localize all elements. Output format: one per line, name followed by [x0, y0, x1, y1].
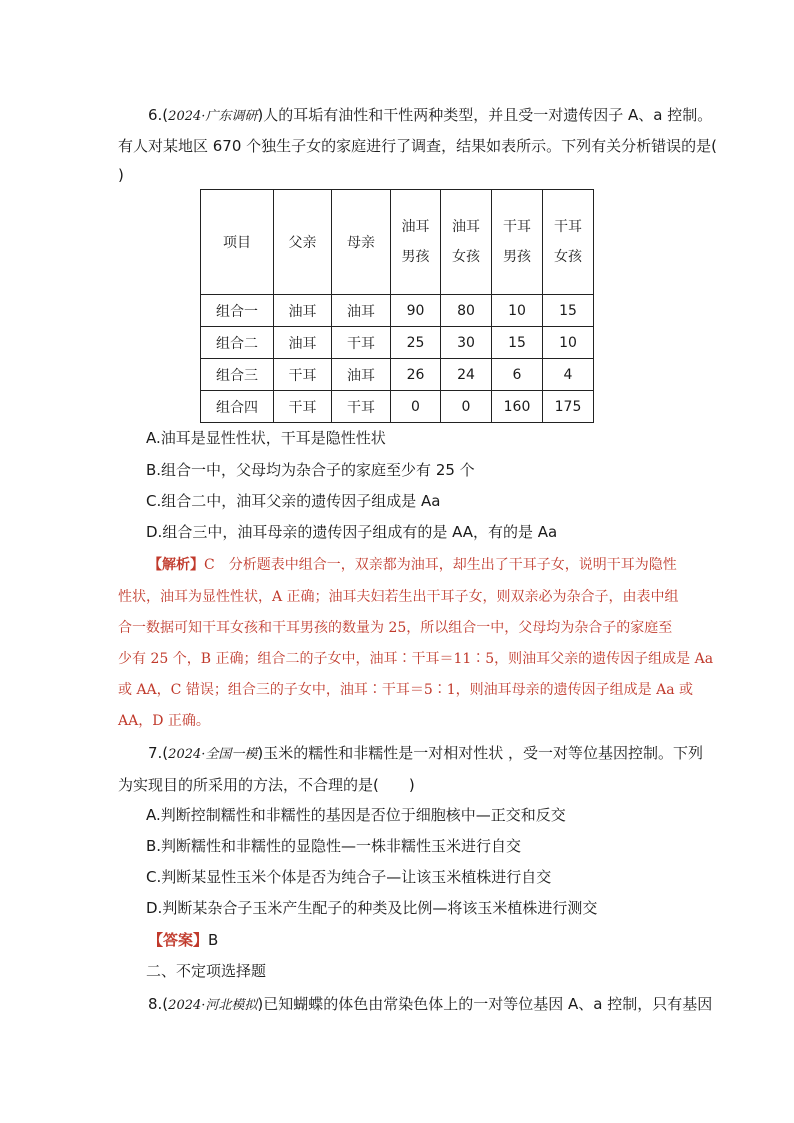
- q6-stem-line1: [148, 104, 712, 128]
- q7-number: 7.(: [148, 744, 169, 762]
- q6-source: 2024·广东调研: [168, 109, 258, 124]
- header-cell: 母亲: [332, 190, 391, 295]
- q7-stem-line2: 为实现目的所采用的方法，不合理的是( ): [118, 776, 415, 794]
- q7-option-d: D.判断某杂合子玉米产生配子的种类及比例—将该玉米植株进行测交: [146, 899, 598, 917]
- table-cell: 组合四: [201, 391, 274, 423]
- table-row: [201, 327, 594, 359]
- analysis-line6: AA，D 正确。: [118, 713, 210, 729]
- analysis-line4: 少有 25 个，B 正确；组合二的子女中，油耳∶干耳＝11∶5，则油耳父亲的遗传因子组成是 Aa: [118, 651, 714, 667]
- table-cell: 10: [492, 295, 543, 327]
- q8-stem-rest: )已知蝴蝶的体色由常染色体上的一对等位基因 A、a 控制，只有基因: [257, 995, 713, 1013]
- table-cell: 干耳: [274, 359, 332, 391]
- header-cell: 项目: [201, 190, 274, 295]
- table-cell: 0: [441, 391, 492, 423]
- table-cell: 油耳: [332, 295, 391, 327]
- table-cell: 干耳: [332, 327, 391, 359]
- table-cell: 10: [543, 327, 594, 359]
- table-row: [201, 391, 594, 423]
- table-cell: 4: [543, 359, 594, 391]
- analysis-line5: 或 AA，C 错误；组合三的子女中，油耳∶干耳＝5∶1，则油耳母亲的遗传因子组成是 Aa 或: [118, 682, 694, 698]
- header-cell: 父亲: [274, 190, 332, 295]
- survey-table: [200, 189, 594, 423]
- q8-number: 8.(: [148, 995, 169, 1013]
- table-cell: 组合三: [201, 359, 274, 391]
- table-cell: 25: [391, 327, 441, 359]
- answer-value: B: [208, 931, 219, 949]
- table-cell: 175: [543, 391, 594, 423]
- q6-stem-rest: )人的耳垢有油性和干性两种类型，并且受一对遗传因子 A、a 控制。: [257, 106, 713, 124]
- answer-tag: 【答案】: [148, 931, 209, 949]
- table-cell: 油耳: [332, 359, 391, 391]
- header-cell: 油耳 男孩: [391, 190, 441, 295]
- q7-stem-rest: )玉米的糯性和非糯性是一对相对性状 ，受一对等位基因控制。下列: [257, 744, 704, 762]
- q6-option-d: D.组合三中，油耳母亲的遗传因子组成有的是 AA，有的是 Aa: [146, 523, 558, 541]
- table-cell: 26: [391, 359, 441, 391]
- header-cell: 干耳 男孩: [492, 190, 543, 295]
- header-cell: 干耳 女孩: [543, 190, 594, 295]
- q8-stem-line1: [148, 993, 712, 1017]
- table-row: [201, 295, 594, 327]
- q6-stem-line2: 有人对某地区 670 个独生子女的家庭进行了调查，结果如表所示。下列有关分析错误的是(: [118, 137, 718, 155]
- q7-option-b: B.判断糯性和非糯性的显隐性—一株非糯性玉米进行自交: [146, 837, 522, 855]
- q7-source: 2024·全国一模: [168, 747, 258, 762]
- table-cell: 160: [492, 391, 543, 423]
- analysis-line1: 【解析】C 分析题表中组合一，双亲都为油耳，却生出了干耳子女，说明干耳为隐性: [148, 557, 677, 573]
- q6-option-b: B.组合一中，父母均为杂合子的家庭至少有 25 个: [146, 461, 475, 479]
- q7-option-c: C.判断某显性玉米个体是否为纯合子—让该玉米植株进行自交: [146, 868, 552, 886]
- header-cell: 油耳 女孩: [441, 190, 492, 295]
- q6-number: 6.(: [148, 106, 169, 124]
- table-header-row: [201, 190, 594, 295]
- table-cell: 30: [441, 327, 492, 359]
- q7-stem-line1: [148, 742, 703, 766]
- table-cell: 油耳: [274, 295, 332, 327]
- q6-option-c: C.组合二中，油耳父亲的遗传因子组成是 Aa: [146, 492, 441, 510]
- q8-source: 2024·河北模拟: [168, 998, 258, 1013]
- table-cell: 组合二: [201, 327, 274, 359]
- table-cell: 6: [492, 359, 543, 391]
- analysis-line3: 合一数据可知干耳女孩和干耳男孩的数量为 25，所以组合一中，父母均为杂合子的家庭至: [118, 620, 673, 636]
- table-row: [201, 359, 594, 391]
- q6-stem-line3: ): [118, 166, 124, 184]
- analysis-line2: 性状，油耳为显性性状，A 正确；油耳夫妇若生出干耳子女，则双亲必为杂合子，由表中组: [118, 589, 679, 605]
- q7-answer: [148, 929, 218, 951]
- table-cell: 油耳: [274, 327, 332, 359]
- table-cell: 0: [391, 391, 441, 423]
- table-cell: 80: [441, 295, 492, 327]
- table-cell: 干耳: [332, 391, 391, 423]
- q7-option-a: A.判断控制糯性和非糯性的基因是否位于细胞核中—正交和反交: [146, 806, 566, 824]
- q6-option-a: A.油耳是显性性状，干耳是隐性性状: [146, 429, 386, 447]
- table-cell: 15: [492, 327, 543, 359]
- section-heading: 二、不定项选择题: [146, 962, 267, 980]
- table-cell: 24: [441, 359, 492, 391]
- table-cell: 组合一: [201, 295, 274, 327]
- analysis-tag: 【解析】: [148, 557, 204, 573]
- table-cell: 90: [391, 295, 441, 327]
- table-cell: 干耳: [274, 391, 332, 423]
- table-cell: 15: [543, 295, 594, 327]
